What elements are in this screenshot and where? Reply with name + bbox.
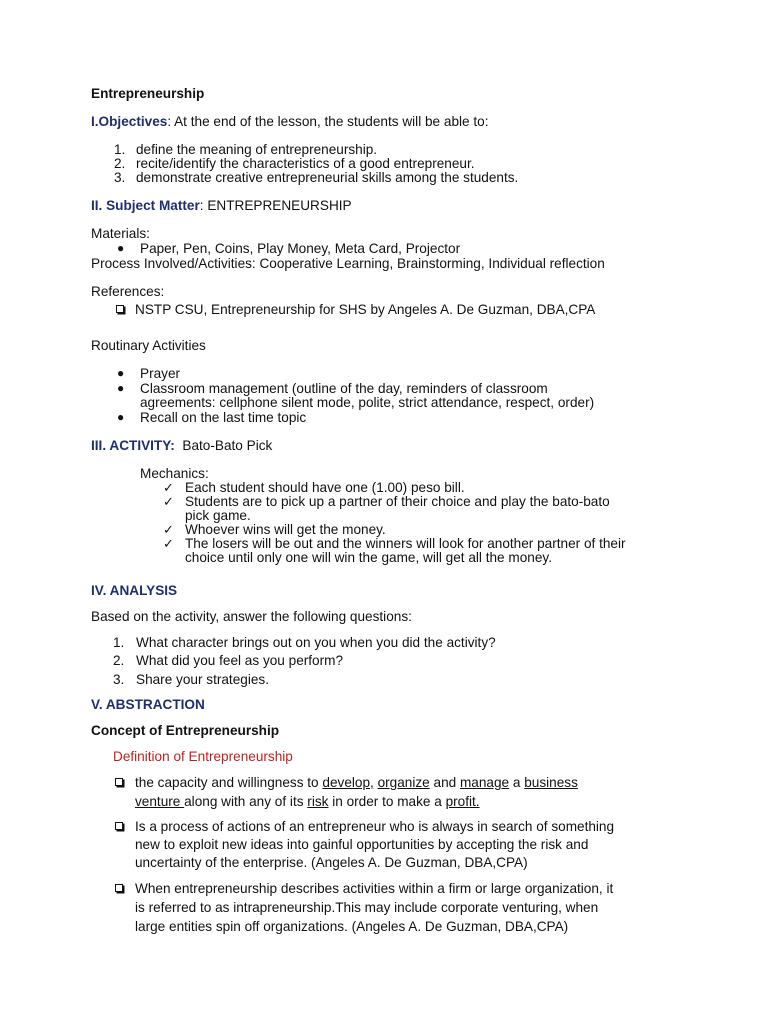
list-number: 3. <box>113 672 125 687</box>
analysis-question: What did you feel as you perform? <box>136 653 344 668</box>
objective-item: demonstrate creative entrepreneurial skills among the students. <box>136 170 519 185</box>
mechanics-item-continued: pick game. <box>185 508 251 523</box>
concept-heading: Concept of Entrepreneurship <box>91 723 280 738</box>
materials-item: Paper, Pen, Coins, Play Money, Meta Card, Projector <box>140 241 461 256</box>
definition-text: a <box>509 775 525 790</box>
checkbox-bullet-icon <box>115 884 123 892</box>
list-number: 1. <box>113 635 125 650</box>
definition-term: risk <box>307 794 329 809</box>
objective-item: define the meaning of entrepreneurship. <box>136 142 378 157</box>
objectives-text: : At the end of the lesson, the students will be able to: <box>167 114 489 129</box>
analysis-question: Share your strategies. <box>136 672 269 687</box>
mechanics-item-continued: choice until only one will win the game, will get all the money. <box>185 550 552 565</box>
definition-text: the capacity and willingness to <box>135 775 323 790</box>
subject-text: : ENTREPRENEURSHIP <box>199 198 352 213</box>
definition-1-line-2 <box>135 794 480 809</box>
analysis-heading: IV. ANALYSIS <box>91 583 178 598</box>
definition-3-line: is referred to as intrapreneurship.This may include corporate venturing, when <box>135 900 599 915</box>
list-number: 1. <box>114 142 126 157</box>
definition-text: and <box>429 775 460 790</box>
definition-1-line-1 <box>135 775 578 790</box>
mechanics-label: Mechanics: <box>140 466 209 481</box>
objectives-label: I.Objectives <box>91 114 168 129</box>
process-text: Process Involved/Activities: Cooperative Learning, Brainstorming, Individual reflection <box>91 256 605 271</box>
routinary-item: Prayer <box>140 366 181 381</box>
list-number: 2. <box>114 156 126 171</box>
analysis-intro: Based on the activity, answer the following questions: <box>91 609 412 624</box>
definition-term: manage <box>459 775 510 790</box>
list-number: 3. <box>114 170 126 185</box>
analysis-question: What character brings out on you when you did the activity? <box>136 635 496 650</box>
objectives-heading <box>91 114 489 129</box>
mechanics-item: Whoever wins will get the money. <box>185 522 386 537</box>
definition-3-line: large entities spin off organizations. (Angeles A. De Guzman, DBA,CPA) <box>135 919 569 934</box>
activity-heading <box>91 438 272 453</box>
routinary-item-continued: agreements: cellphone silent mode, polite, strict attendance, respect, order) <box>140 395 595 410</box>
routinary-item: Recall on the last time topic <box>140 410 307 425</box>
definition-term: venture <box>135 794 185 809</box>
definition-term: organize <box>377 775 430 790</box>
materials-label: Materials: <box>91 226 150 241</box>
checkbox-bullet-icon <box>115 778 123 786</box>
bullet-icon: ● <box>117 381 125 395</box>
mechanics-item: Each student should have one (1.00) peso bill. <box>185 480 465 495</box>
document-title: Entrepreneurship <box>91 86 205 101</box>
checkmark-icon: ✓ <box>163 480 174 495</box>
checkmark-icon: ✓ <box>163 494 174 509</box>
definition-term: develop, <box>322 775 374 790</box>
definition-3-line: When entrepreneurship describes activities within a firm or large organization, it <box>135 881 614 896</box>
routinary-label: Routinary Activities <box>91 338 206 353</box>
definition-term: business <box>524 775 578 790</box>
definition-text: in order to make a <box>328 794 446 809</box>
subject-heading <box>91 198 352 213</box>
references-item: NSTP CSU, Entrepreneurship for SHS by Angeles A. De Guzman, DBA,CPA <box>135 302 596 317</box>
subject-label: II. Subject Matter <box>91 198 200 213</box>
definition-text: along with any of its <box>184 794 308 809</box>
references-label: References: <box>91 284 165 299</box>
bullet-icon: ● <box>117 366 125 380</box>
mechanics-item: The losers will be out and the winners will look for another partner of their <box>185 536 626 551</box>
bullet-icon: ● <box>117 410 125 424</box>
routinary-item: Classroom management (outline of the day, reminders of classroom <box>140 381 548 396</box>
mechanics-item: Students are to pick up a partner of their choice and play the bato-bato <box>185 494 610 509</box>
definition-2-line: uncertainty of the enterprise. (Angeles A. De Guzman, DBA,CPA) <box>135 855 528 870</box>
definition-2-line: new to exploit new ideas into gainful opportunities by accepting the risk and <box>135 837 589 852</box>
definition-heading: Definition of Entrepreneurship <box>113 749 293 764</box>
checkbox-bullet-icon <box>116 305 124 313</box>
list-number: 2. <box>113 653 125 668</box>
abstraction-heading: V. ABSTRACTION <box>91 697 205 712</box>
objective-item: recite/identify the characteristics of a good entrepreneur. <box>136 156 475 171</box>
bullet-icon: ● <box>117 241 125 255</box>
definition-2-line: Is a process of actions of an entrepreneur who is always in search of something <box>135 819 615 834</box>
activity-label: III. ACTIVITY: <box>91 438 175 453</box>
activity-text: Bato-Bato Pick <box>182 438 273 453</box>
definition-term: profit. <box>445 794 480 809</box>
checkmark-icon: ✓ <box>163 536 174 551</box>
checkbox-bullet-icon <box>115 822 123 830</box>
checkmark-icon: ✓ <box>163 522 174 537</box>
